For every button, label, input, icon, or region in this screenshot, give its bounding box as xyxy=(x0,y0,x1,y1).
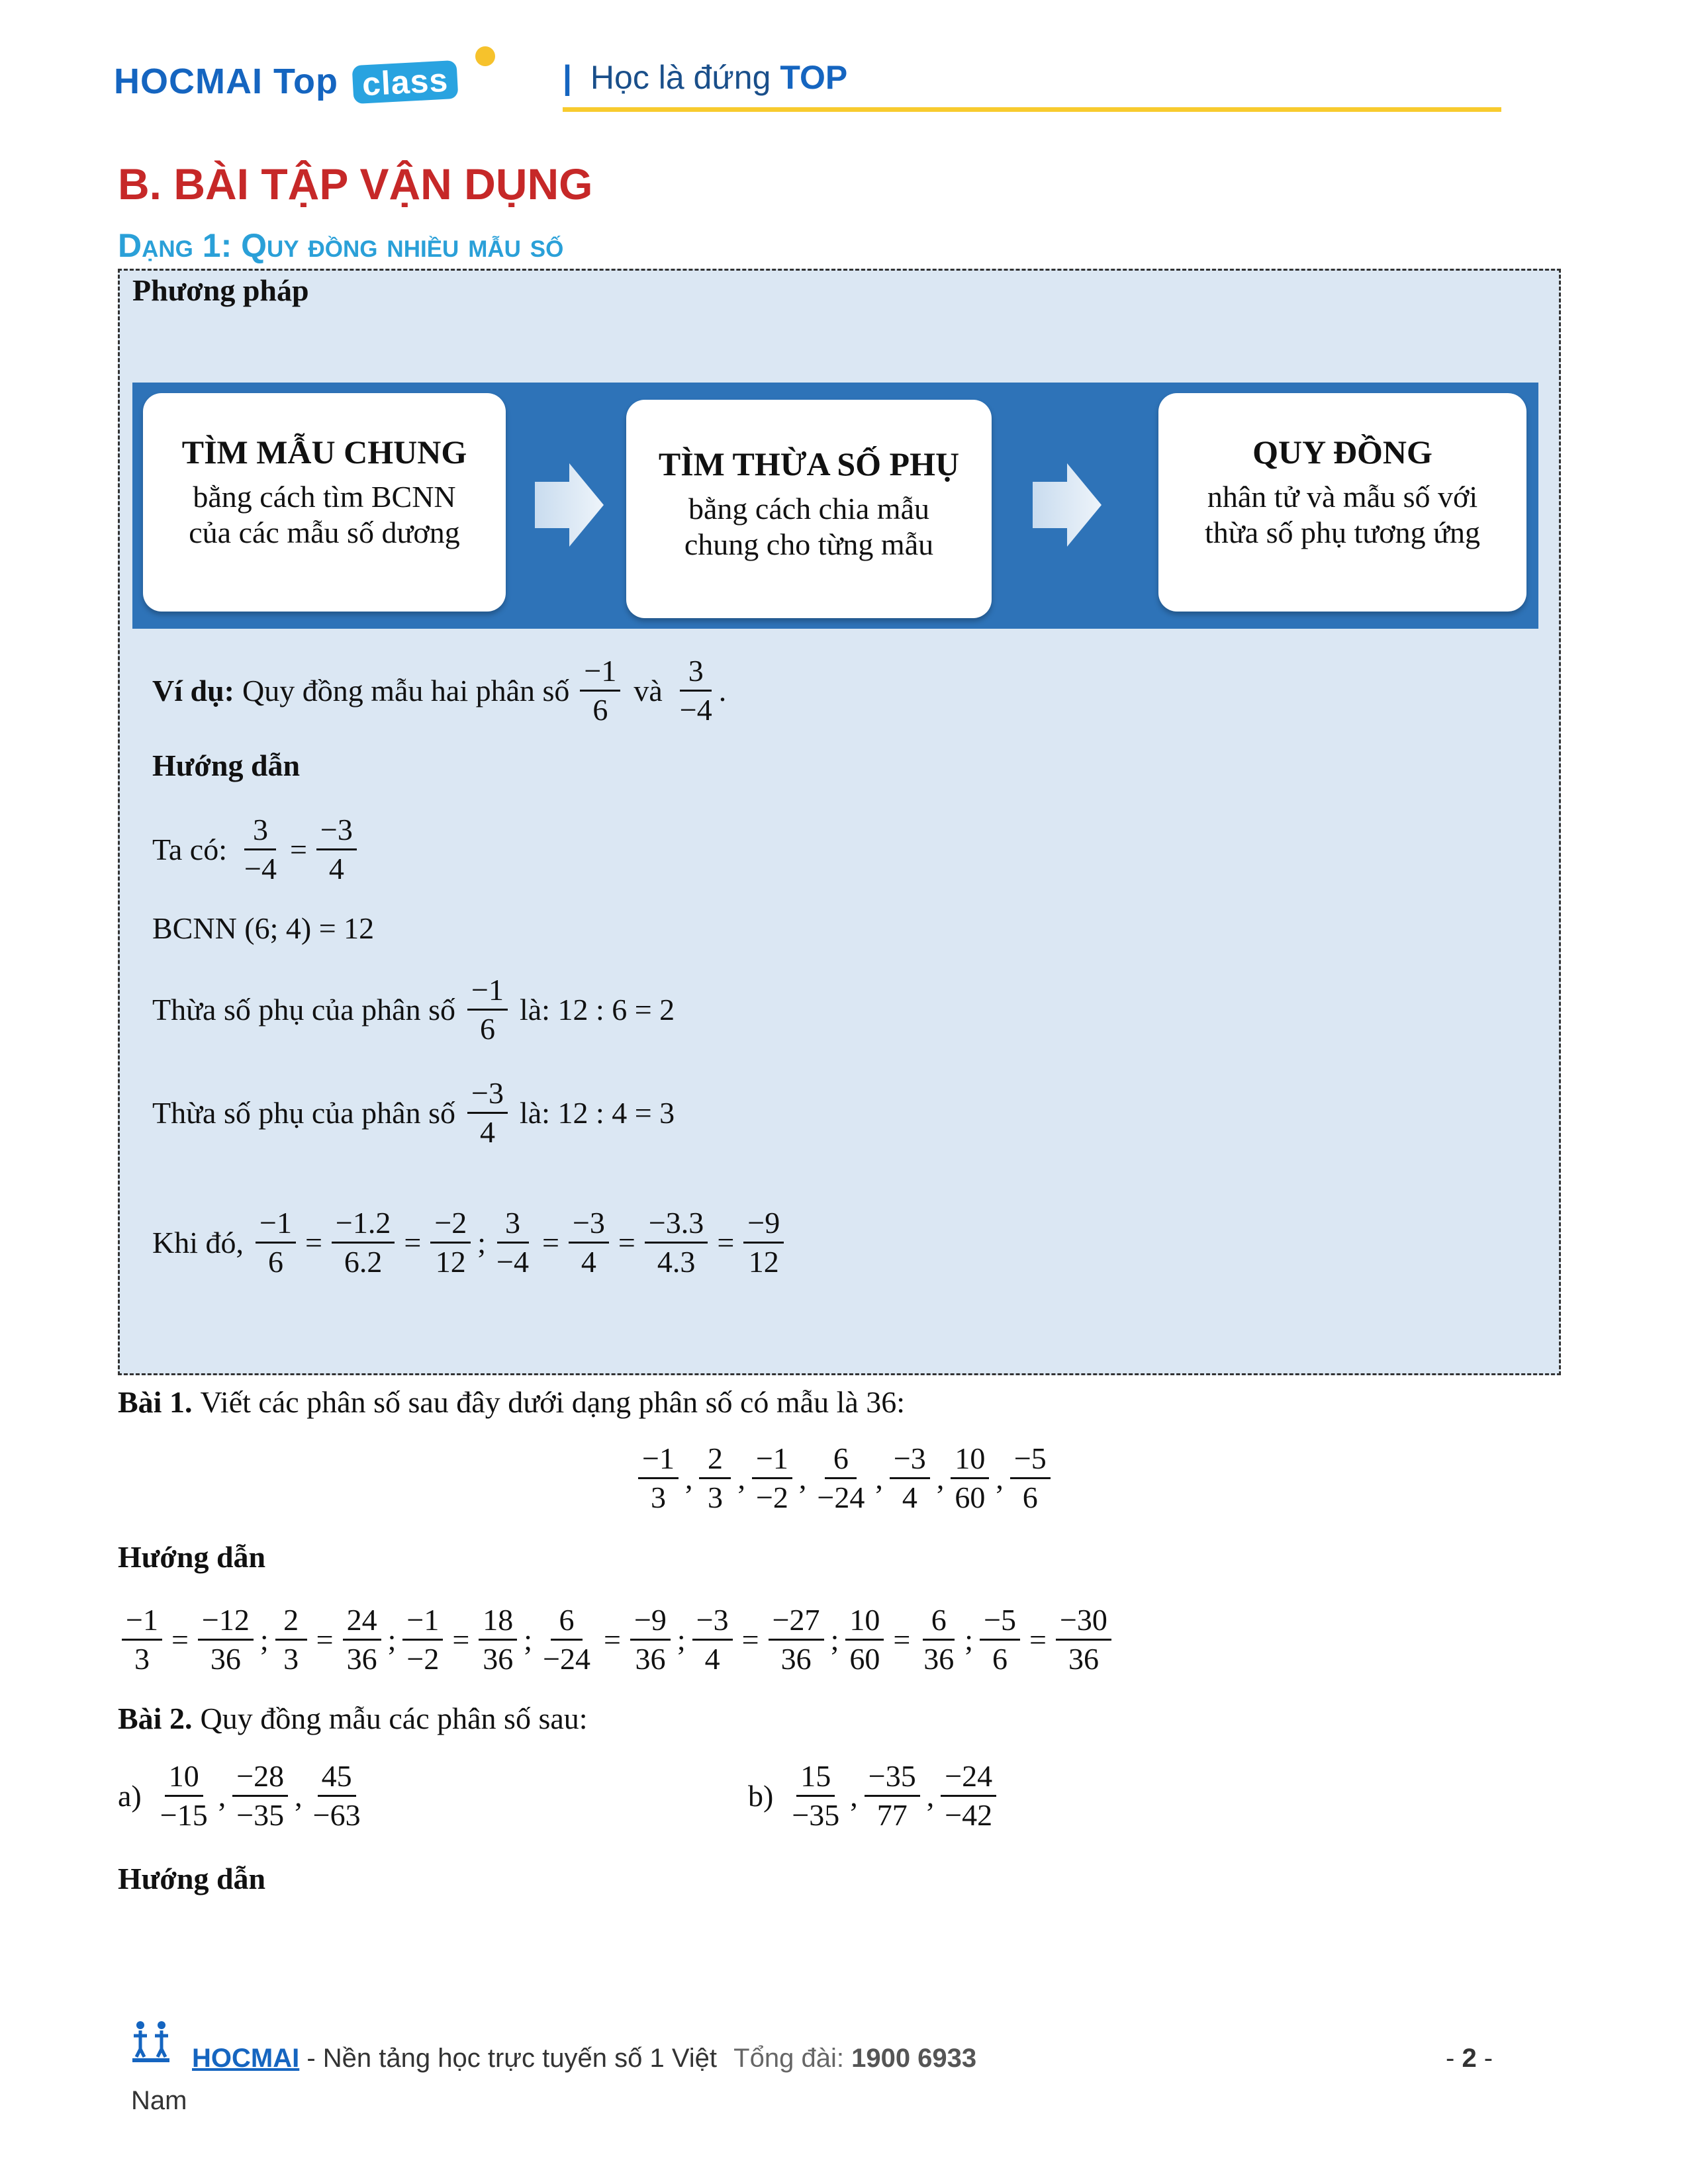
fraction xyxy=(316,811,357,887)
footer-brand-link[interactable]: HOCMAI xyxy=(192,2044,300,2073)
hocmai-topclass-logo[interactable] xyxy=(114,61,457,102)
fraction-numerator: −24 xyxy=(941,1758,996,1797)
fraction-denominator: 12 xyxy=(435,1245,466,1279)
fraction xyxy=(980,1602,1020,1678)
tsp1-text: Thừa số phụ của phân số xyxy=(152,993,456,1026)
flow-step-2-heading: TÌM THỪA SỐ PHỤ xyxy=(658,445,960,482)
dang-title: Dạng 1: Quy đồng nhiều mẫu số xyxy=(118,227,564,264)
fraction xyxy=(240,811,281,887)
equals-sign: = xyxy=(717,1226,735,1259)
fraction-denominator: 36 xyxy=(923,1642,955,1676)
fraction xyxy=(569,1205,609,1281)
fraction-denominator: 36 xyxy=(210,1642,241,1676)
fraction xyxy=(122,1602,162,1678)
fraction xyxy=(919,1602,958,1678)
semicolon: ; xyxy=(524,1623,533,1657)
fraction xyxy=(951,1440,989,1516)
bai2-label: Bài 2. xyxy=(118,1702,193,1735)
hocmai-footer-logo-icon xyxy=(131,2020,171,2062)
fraction-denominator: 6 xyxy=(592,693,608,727)
section-title: B. BÀI TẬP VẬN DỤNG xyxy=(118,159,593,208)
fraction xyxy=(1056,1602,1111,1678)
bai1-line xyxy=(118,1385,905,1420)
fraction xyxy=(813,1440,868,1516)
equals-sign: = xyxy=(604,1623,621,1657)
logo-flower-icon xyxy=(475,46,495,66)
fraction-denominator: 6 xyxy=(992,1642,1008,1676)
footer-text xyxy=(192,2044,976,2073)
fraction xyxy=(743,1205,784,1281)
logo-hocmai-text: HOCMAI xyxy=(114,62,263,101)
flow-step-1 xyxy=(143,393,506,612)
fraction xyxy=(343,1602,381,1678)
comma: , xyxy=(737,1461,745,1495)
tsp2-text: Thừa số phụ của phân số xyxy=(152,1096,456,1130)
flow-step-3-heading: QUY ĐỒNG xyxy=(1252,433,1432,471)
fraction-numerator: −1 xyxy=(122,1602,162,1641)
flow-step-3 xyxy=(1158,393,1526,612)
footer-hotline: 1900 6933 xyxy=(851,2044,977,2073)
bai2-text: Quy đồng mẫu các phân số sau: xyxy=(200,1702,588,1735)
fraction-numerator: 18 xyxy=(479,1602,517,1641)
equals-sign: = xyxy=(542,1226,559,1259)
fraction xyxy=(638,1440,679,1516)
fraction-denominator: 36 xyxy=(483,1642,514,1676)
logo-class-badge: class xyxy=(352,60,459,104)
equals-sign: = xyxy=(305,1226,322,1259)
footer-hotline-label: Tổng đài: xyxy=(733,2044,844,2073)
fraction-numerator: −1 xyxy=(580,653,620,692)
example-and: và xyxy=(633,674,663,707)
semicolon: ; xyxy=(259,1623,269,1657)
fraction xyxy=(256,1205,296,1281)
equals-sign: = xyxy=(741,1623,759,1657)
fraction-denominator: 3 xyxy=(650,1480,666,1514)
flow-step-2 xyxy=(626,400,992,618)
fraction xyxy=(769,1602,824,1678)
fraction-denominator: −63 xyxy=(312,1798,361,1832)
fraction-numerator: 24 xyxy=(343,1602,381,1641)
fraction-numerator: −1 xyxy=(638,1440,679,1479)
fraction-numerator: −9 xyxy=(743,1205,784,1244)
bai2-a-label: a) xyxy=(118,1779,142,1813)
fraction xyxy=(430,1205,471,1281)
fraction-denominator: 4 xyxy=(328,852,344,886)
fraction-denominator: 36 xyxy=(635,1642,666,1676)
comma: , xyxy=(936,1461,945,1495)
fraction-numerator: −1 xyxy=(752,1440,792,1479)
fraction xyxy=(645,1205,708,1281)
fraction-denominator: 60 xyxy=(955,1480,986,1514)
fraction-denominator: 4 xyxy=(902,1480,917,1514)
arrow-right-icon xyxy=(535,463,604,547)
semicolon: ; xyxy=(677,1623,686,1657)
example-period: . xyxy=(718,674,727,707)
fraction-denominator: 4 xyxy=(479,1115,495,1149)
flow-step-1-line2: của các mẫu số dương xyxy=(189,516,460,549)
comma: , xyxy=(996,1461,1004,1495)
fraction xyxy=(890,1440,930,1516)
fraction-denominator: 60 xyxy=(849,1642,880,1676)
fraction xyxy=(630,1602,671,1678)
semicolon: ; xyxy=(387,1623,397,1657)
fraction-numerator: −1 xyxy=(402,1602,443,1641)
fraction-numerator: 3 xyxy=(497,1205,529,1244)
bai1-answers xyxy=(119,1602,1114,1678)
fraction xyxy=(539,1602,594,1678)
fraction xyxy=(232,1758,288,1834)
fraction-numerator: 2 xyxy=(699,1440,731,1479)
tagline-bar: | xyxy=(563,59,572,96)
fraction-numerator: −2 xyxy=(430,1205,471,1244)
fraction-numerator: 6 xyxy=(551,1602,583,1641)
fraction-numerator: −30 xyxy=(1056,1602,1111,1641)
comma: , xyxy=(295,1779,303,1813)
fraction xyxy=(309,1758,365,1834)
fraction-denominator: 36 xyxy=(346,1642,377,1676)
fraction-numerator: 10 xyxy=(845,1602,884,1641)
fraction-denominator: −2 xyxy=(755,1480,788,1514)
fraction-numerator: 45 xyxy=(318,1758,356,1797)
example-line xyxy=(152,653,726,729)
bai2-guide-label: Hướng dẫn xyxy=(118,1862,266,1895)
fraction xyxy=(676,653,716,729)
fraction-denominator: 3 xyxy=(134,1642,150,1676)
fraction-numerator: 6 xyxy=(923,1602,955,1641)
page-number-value: 2 xyxy=(1462,2044,1477,2073)
fraction-denominator: −35 xyxy=(792,1798,840,1832)
fraction-denominator: 36 xyxy=(1068,1642,1099,1676)
fraction-denominator: 6 xyxy=(479,1012,495,1046)
fraction-numerator: 10 xyxy=(951,1440,989,1479)
fraction-numerator: −3.3 xyxy=(645,1205,708,1244)
fraction xyxy=(467,972,508,1048)
equals-sign: = xyxy=(316,1623,334,1657)
fraction xyxy=(479,1602,517,1678)
fraction-denominator: −24 xyxy=(817,1480,865,1514)
fraction xyxy=(1010,1440,1051,1516)
bai1-text: Viết các phân số sau đây dưới dạng phân số có mẫu là 36: xyxy=(200,1385,906,1419)
fraction xyxy=(699,1440,731,1516)
fraction xyxy=(156,1758,212,1834)
fraction-numerator: 3 xyxy=(680,653,712,692)
header-tagline xyxy=(563,58,847,97)
fraction-numerator: −1 xyxy=(467,972,508,1011)
equals-sign: = xyxy=(893,1623,911,1657)
fraction xyxy=(332,1205,395,1281)
comma: , xyxy=(850,1779,858,1813)
bai2-b-label: b) xyxy=(748,1779,774,1813)
fraction xyxy=(788,1758,843,1834)
comma: , xyxy=(218,1779,226,1813)
arrow-right-icon xyxy=(1033,463,1102,547)
tagline-text: Học là đứng xyxy=(590,59,771,96)
bai2-part-b xyxy=(748,1758,999,1834)
footer-dash: - xyxy=(299,2044,323,2073)
fraction-denominator: 3 xyxy=(707,1480,723,1514)
fraction xyxy=(402,1602,443,1678)
semicolon: ; xyxy=(830,1623,839,1657)
flow-step-2-line2: chung cho từng mẫu xyxy=(684,527,934,561)
flow-step-3-line2: thừa số phụ tương ứng xyxy=(1205,516,1480,549)
tsp1-line xyxy=(152,972,675,1048)
fraction-numerator: −35 xyxy=(865,1758,920,1797)
flow-step-1-line1: bằng cách tìm BCNN xyxy=(193,480,456,514)
bai1-guide-label: Hướng dẫn xyxy=(118,1540,266,1574)
bcnn-line: BCNN (6; 4) = 12 xyxy=(152,911,375,945)
example-text: Quy đồng mẫu hai phân số xyxy=(242,674,570,707)
comma: , xyxy=(798,1461,807,1495)
fraction-numerator: −3 xyxy=(569,1205,609,1244)
fraction-numerator: −3 xyxy=(890,1440,930,1479)
fraction xyxy=(865,1758,920,1834)
method-title: Phương pháp xyxy=(132,273,309,307)
fraction-denominator: −35 xyxy=(236,1798,285,1832)
footer-slogan: Nền tảng học trực tuyến số 1 Việt xyxy=(322,2044,718,2073)
bai1-label: Bài 1. xyxy=(118,1385,193,1419)
fraction-denominator: −42 xyxy=(945,1798,993,1832)
equals-sign: = xyxy=(404,1226,422,1259)
footer-wrap-text: Nam xyxy=(131,2086,187,2115)
example-guide-label: Hướng dẫn xyxy=(152,749,301,782)
fraction-numerator: 15 xyxy=(796,1758,835,1797)
fraction-numerator: −1.2 xyxy=(332,1205,395,1244)
fraction xyxy=(692,1602,733,1678)
fraction-numerator: 3 xyxy=(244,811,276,850)
page-number-suffix: - xyxy=(1476,2044,1493,2073)
ta-co-line xyxy=(152,811,359,887)
fraction-numerator: 10 xyxy=(165,1758,203,1797)
fraction-denominator: −4 xyxy=(244,852,277,886)
page-number xyxy=(1446,2044,1493,2073)
tsp2-line xyxy=(152,1075,675,1151)
fraction-denominator: 6 xyxy=(1022,1480,1038,1514)
equals-sign: = xyxy=(171,1623,189,1657)
equals-sign: = xyxy=(289,833,307,866)
fraction xyxy=(580,653,620,729)
fraction-numerator: −12 xyxy=(198,1602,254,1641)
bai2-part-a xyxy=(118,1758,367,1834)
flow-step-3-line1: nhân tử và mẫu số với xyxy=(1207,480,1478,514)
fraction-denominator: −24 xyxy=(543,1642,591,1676)
fraction-numerator: 2 xyxy=(275,1602,307,1641)
fraction xyxy=(275,1602,307,1678)
fraction-denominator: 3 xyxy=(283,1642,299,1676)
fraction-denominator: 4 xyxy=(581,1245,596,1279)
fraction-numerator: −3 xyxy=(692,1602,733,1641)
fraction-denominator: 6.2 xyxy=(344,1245,383,1279)
tagline-top: TOP xyxy=(780,59,848,96)
fraction xyxy=(467,1075,508,1151)
bai2-line xyxy=(118,1701,588,1736)
fraction-denominator: −4 xyxy=(496,1245,529,1279)
tsp2-result: là: 12 : 4 = 3 xyxy=(519,1096,675,1130)
fraction xyxy=(752,1440,792,1516)
fraction xyxy=(198,1602,254,1678)
fraction xyxy=(941,1758,996,1834)
example-label: Ví dụ: xyxy=(152,674,234,707)
flow-step-1-heading: TÌM MẪU CHUNG xyxy=(181,433,467,471)
fraction-denominator: 77 xyxy=(876,1798,908,1832)
fraction-numerator: −5 xyxy=(980,1602,1020,1641)
bai2-a-list xyxy=(154,1758,367,1834)
fraction-denominator: −15 xyxy=(160,1798,208,1832)
khi-do-text: Khi đó, xyxy=(152,1226,244,1259)
semicolon: ; xyxy=(477,1226,487,1259)
fraction-numerator: −1 xyxy=(256,1205,296,1244)
fraction xyxy=(492,1205,533,1281)
fraction-numerator: 6 xyxy=(825,1440,857,1479)
fraction-denominator: 4 xyxy=(704,1642,720,1676)
equals-sign: = xyxy=(452,1623,470,1657)
fraction-denominator: −2 xyxy=(406,1642,440,1676)
comma: , xyxy=(926,1779,935,1813)
fraction-numerator: −28 xyxy=(232,1758,288,1797)
fraction-denominator: 36 xyxy=(780,1642,812,1676)
page-number-prefix: - xyxy=(1446,2044,1462,2073)
fraction xyxy=(845,1602,884,1678)
equals-sign: = xyxy=(1029,1623,1047,1657)
fraction-denominator: 12 xyxy=(748,1245,779,1279)
equals-sign: = xyxy=(618,1226,635,1259)
tsp1-result: là: 12 : 6 = 2 xyxy=(519,993,675,1026)
fraction-numerator: −5 xyxy=(1010,1440,1051,1479)
khi-do-line xyxy=(152,1205,786,1281)
bai1-fraction-list xyxy=(635,1440,1053,1516)
logo-top-text: Top xyxy=(273,62,338,101)
fraction-denominator: 6 xyxy=(267,1245,283,1279)
fraction-denominator: 4.3 xyxy=(657,1245,696,1279)
comma: , xyxy=(875,1461,883,1495)
header-divider xyxy=(563,107,1501,112)
flow-step-2-line1: bằng cách chia mẫu xyxy=(688,492,929,525)
fraction-numerator: −27 xyxy=(769,1602,824,1641)
ta-co-text: Ta có: xyxy=(152,833,228,866)
fraction-numerator: −9 xyxy=(630,1602,671,1641)
comma: , xyxy=(684,1461,693,1495)
fraction-denominator: −4 xyxy=(679,693,712,727)
bai2-b-list xyxy=(785,1758,999,1834)
semicolon: ; xyxy=(964,1623,974,1657)
fraction-numerator: −3 xyxy=(467,1075,508,1114)
fraction-numerator: −3 xyxy=(316,811,357,850)
